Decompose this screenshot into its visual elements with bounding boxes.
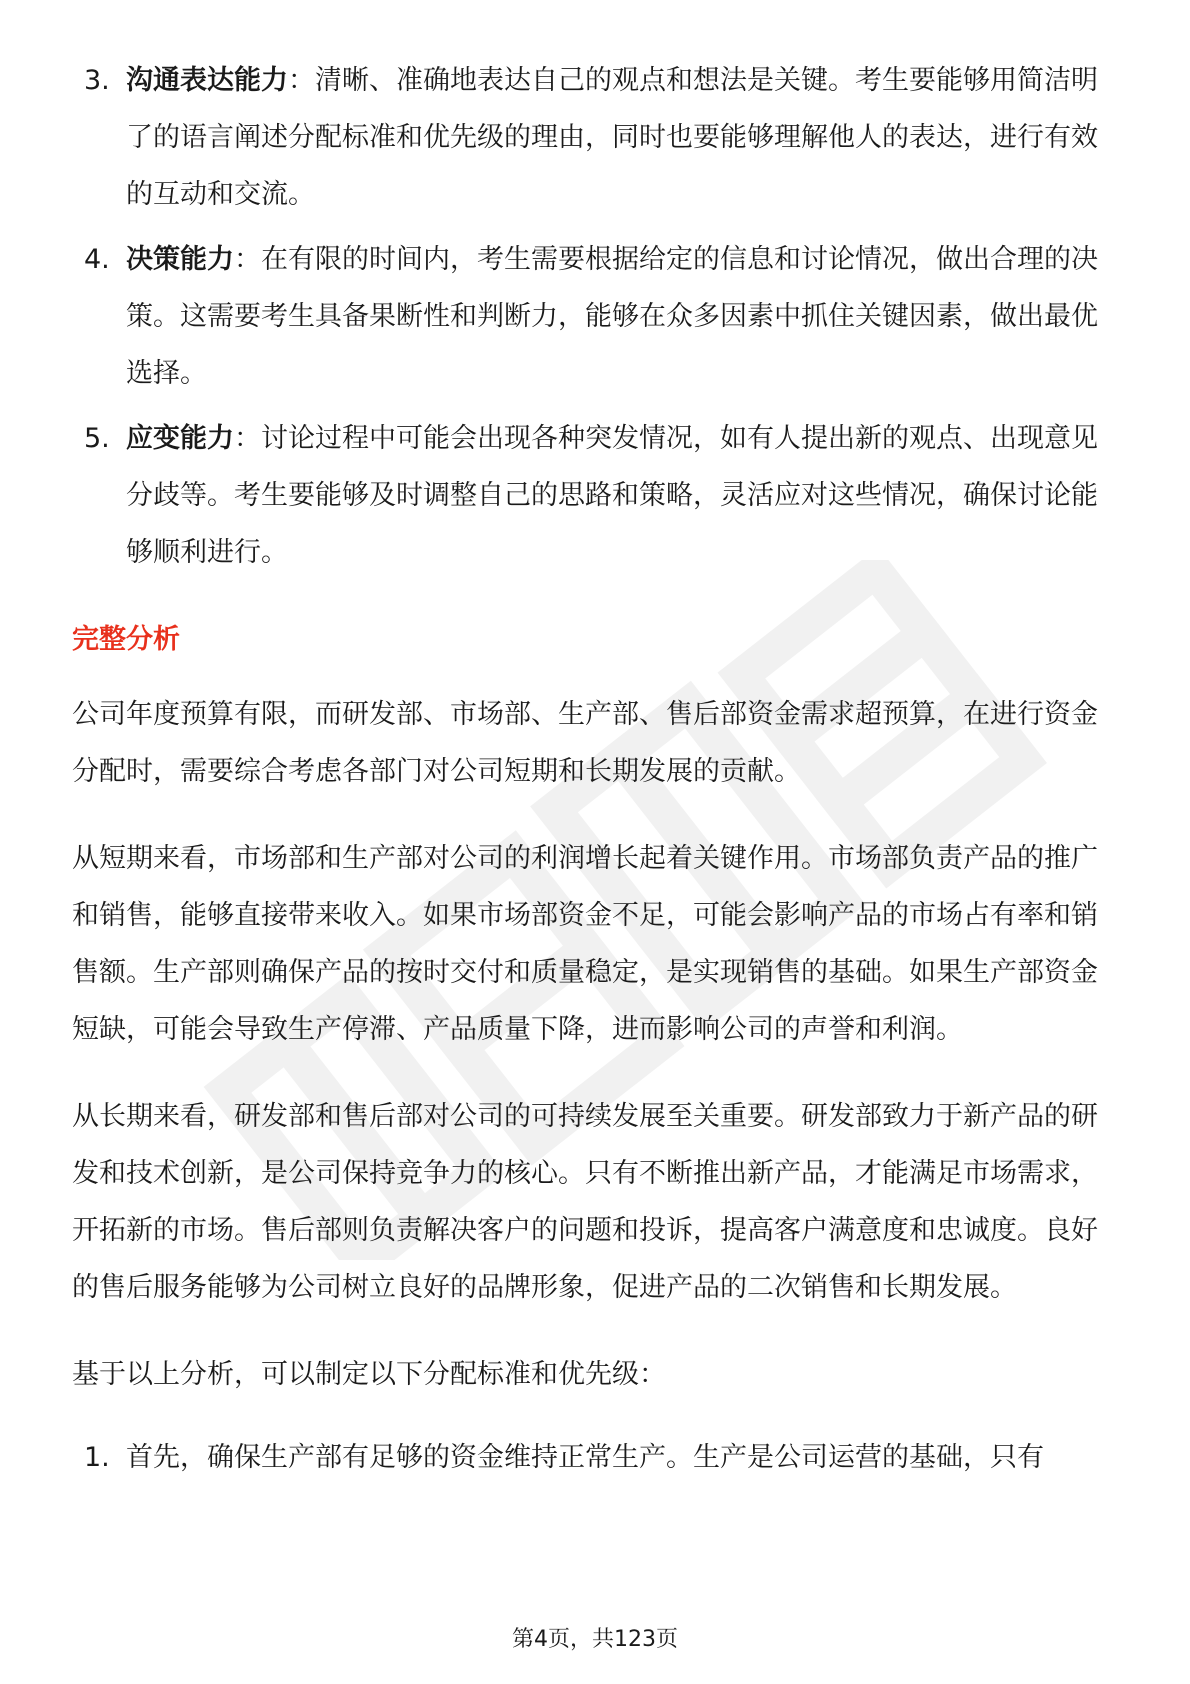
list-item-title: 决策能力 [126,244,234,275]
list-item-text: ：讨论过程中可能会出现各种突发情况，如有人提出新的观点、出现意见分歧等。考生要能够及时调整自己的思路和策略，灵活应对这些情况，确保讨论能够顺利进行。 [126,423,1098,568]
paragraph: 从长期来看，研发部和售后部对公司的可持续发展至关重要。研发部致力于新产品的研发和技术创新，是公司保持竞争力的核心。只有不断推出新产品，才能满足市场需求，开拓新的市场。售后部则负责解决客户的问题和投诉，提高客户满意度和忠诚度。良好的售后服务能够为公司树立良好的品牌形象，促进产品的二次销售和长期发展。 [72,1101,1098,1303]
list-item-title: 应变能力 [126,423,234,454]
paragraph: 公司年度预算有限，而研发部、市场部、生产部、售后部资金需求超预算，在进行资金分配时，需要综合考虑各部门对公司短期和长期发展的贡献。 [72,699,1098,787]
paragraph: 基于以上分析，可以制定以下分配标准和优先级： [72,1359,666,1390]
capability-list [72,52,1120,581]
list-item [72,410,1120,581]
list-item [72,231,1120,402]
list-item-title: 沟通表达能力 [126,65,288,96]
list-item-text: 首先，确保生产部有足够的资金维持正常生产。生产是公司运营的基础，只有 [126,1442,1044,1473]
priority-list [72,1429,1120,1486]
list-number: 1. [84,1442,110,1473]
list-number: 5. [84,423,110,454]
list-item [72,52,1120,223]
page-content [72,52,1120,1486]
list-number: 4. [84,244,110,275]
page-footer: 第4页，共123页 [512,1627,678,1652]
list-item [72,1429,1120,1486]
list-item-text: ：在有限的时间内，考生需要根据给定的信息和讨论情况，做出合理的决策。这需要考生具备果断性和判断力，能够在众多因素中抓住关键因素，做出最优选择。 [126,244,1098,389]
list-item-text: ：清晰、准确地表达自己的观点和想法是关键。考生要能够用简洁明了的语言阐述分配标准和优先级的理由，同时也要能够理解他人的表达，进行有效的互动和交流。 [126,65,1098,210]
list-number: 3. [84,65,110,96]
section-title: 完整分析 [72,624,180,655]
paragraph: 从短期来看，市场部和生产部对公司的利润增长起着关键作用。市场部负责产品的推广和销售，能够直接带来收入。如果市场部资金不足，可能会影响产品的市场占有率和销售额。生产部则确保产品的按时交付和质量稳定，是实现销售的基础。如果生产部资金短缺，可能会导致生产停滞、产品质量下降，进而影响公司的声誉和利润。 [72,843,1098,1045]
